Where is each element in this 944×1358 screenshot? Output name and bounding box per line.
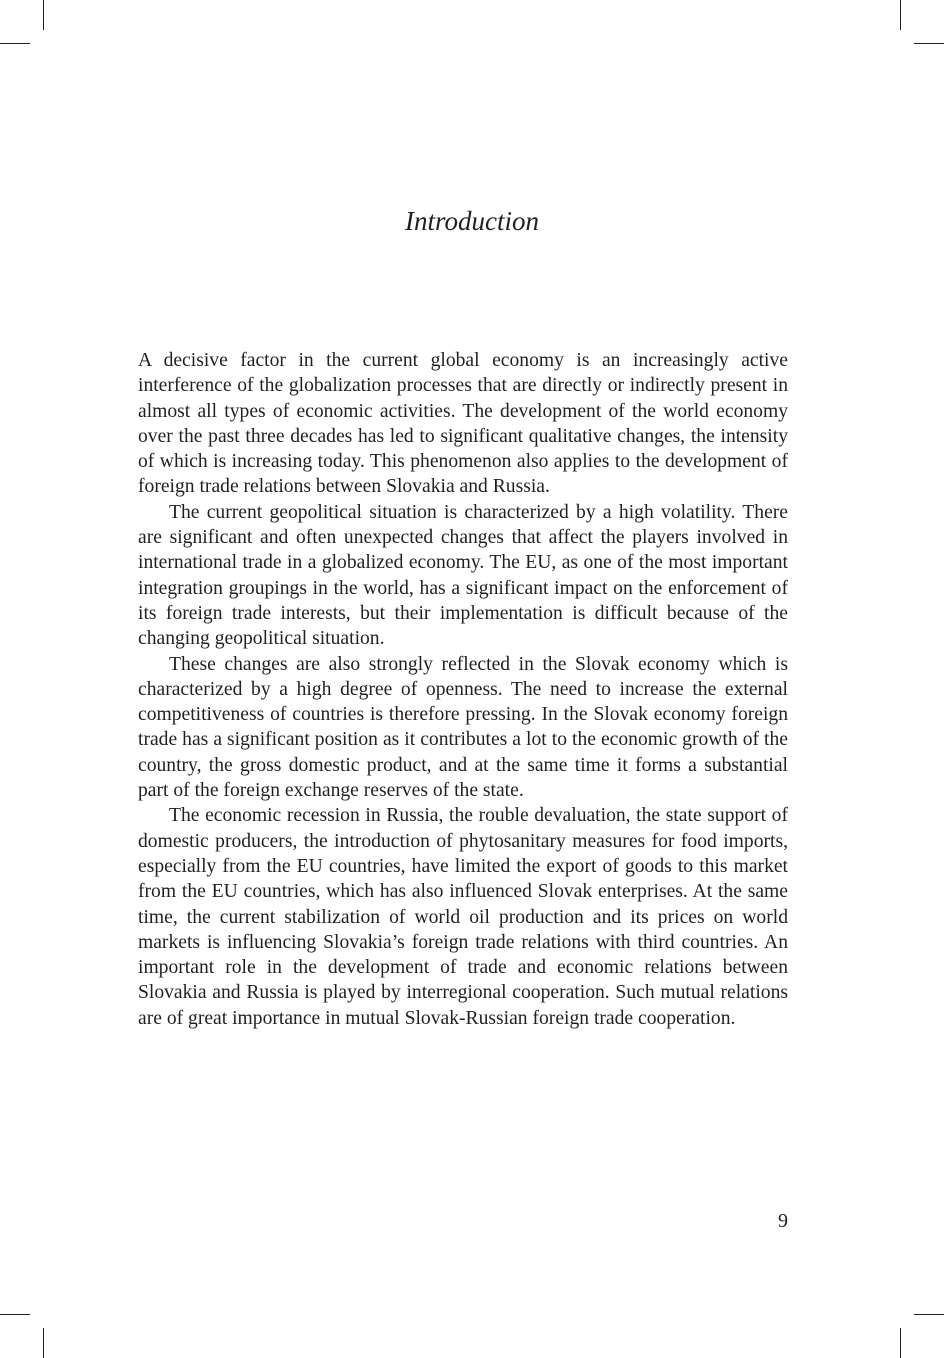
paragraph-3: These changes are also strongly reflected in the Slovak economy which is characterized by a high degree of openness. The need to increase the external competitiveness of countries is therefore pressing. In the Slovak economy foreign trade has a significant position as it contributes a lot to the economic growth of the country, the gross domestic product, and at the same time it forms a substantial part of the foreign exchange reserves of the state.	[138, 653, 788, 802]
paragraph-4: The economic recession in Russia, the rouble devaluation, the state support of domestic producers, the introduction of phytosanitary measures for food imports, especially from the EU countries, have limited the export of goods to this market from the EU countries, which has also influenced Slovak enterprises. At the same time, the current stabilization of world oil production and its prices on world markets is influencing Slovakia’s foreign trade relations with third countries. An important role in the development of trade and economic relations between Slovakia and Russia is played by interregional cooperation. Such mutual relations are of great importance in mutual Slovak-Russian foreign trade cooperation.	[138, 805, 788, 1029]
page-number: 9	[778, 1210, 788, 1232]
chapter-title: Introduction	[405, 206, 539, 236]
crop-mark-bottom-right-horizontal	[914, 1314, 944, 1315]
paragraph-1: A decisive factor in the current global economy is an increasingly active interference of the globalization processes that are directly or indirectly present in almost all types of economic activities. The development of the world economy over the past three decades has led to significant qualitative changes, the intensity of which is increasing today. This phenomenon also applies to the development of foreign trade relations between Slovakia and Russia.	[138, 350, 788, 498]
crop-mark-bottom-left-horizontal	[0, 1314, 30, 1315]
crop-mark-bottom-left-vertical	[43, 1328, 44, 1358]
crop-mark-top-left-vertical	[43, 0, 44, 30]
crop-mark-top-right-vertical	[900, 0, 901, 30]
crop-mark-bottom-right-vertical	[900, 1328, 901, 1358]
crop-mark-top-left-horizontal	[0, 43, 30, 44]
body-text	[138, 348, 788, 1031]
crop-mark-top-right-horizontal	[914, 43, 944, 44]
paragraph-2: The current geopolitical situation is characterized by a high volatility. There are significant and often unexpected changes that affect the players involved in international trade in a globalized economy. The EU, as one of the most important integration groupings in the world, has a significant impact on the enforcement of its foreign trade interests, but their implementation is difficult because of the changing geopolitical situation.	[138, 501, 788, 650]
